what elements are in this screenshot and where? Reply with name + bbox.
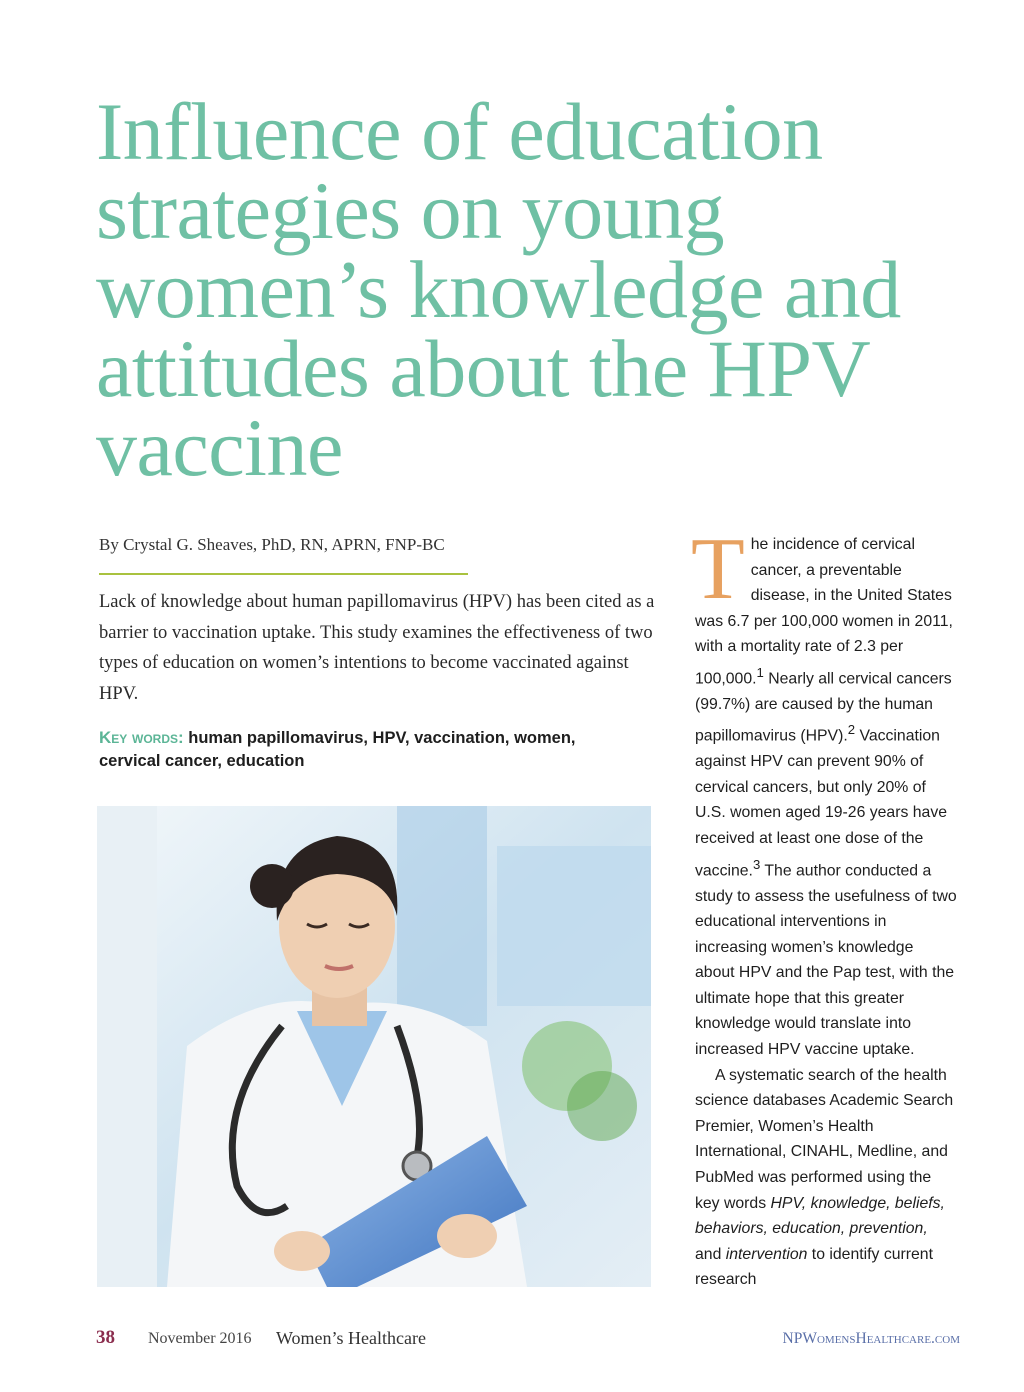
issue-date: November 2016: [148, 1330, 252, 1347]
italic-keywords: HPV, knowledge, beliefs, behaviors, education, prevention,: [695, 1194, 945, 1238]
body-paragraph-2: [695, 1063, 957, 1293]
body-text-segment: and: [695, 1245, 726, 1263]
photo-illustration: [97, 806, 651, 1287]
page-number: 38: [96, 1327, 115, 1348]
footnote-ref-1: 1: [756, 664, 764, 680]
keywords-list: human papillomavirus, HPV, vaccination, women, cervical cancer, education: [99, 729, 576, 770]
abstract: Lack of knowledge about human papillomavirus (HPV) has been cited as a barrier to vaccination uptake. This study examines the effectiveness of two types of education on women’s intentions to become vaccinated against HPV.: [99, 592, 655, 704]
body-paragraph-1: [691, 521, 957, 1063]
body-text-segment: to identify current research: [695, 1245, 933, 1289]
website-link[interactable]: NPWomensHealthcare.com: [782, 1330, 960, 1347]
article-title: Influence of education strategies on young women’s knowledge and attitudes about the HPV vaccine: [96, 86, 901, 493]
body-text-column: [691, 521, 957, 1293]
byline-divider: [99, 573, 468, 575]
body-text-segment: he incidence of cervical cancer, a preventable disease, in the United States was 6.7 per 100,000 women in 2011, with a mortality rate of 2.3 per 100,000.: [695, 536, 953, 688]
magazine-name: Women’s Healthcare: [276, 1328, 426, 1348]
byline: By Crystal G. Sheaves, PhD, RN, APRN, FNP-BC: [99, 535, 445, 554]
doctor-with-tablet-photo: [97, 806, 651, 1287]
keywords-label: Key words:: [99, 728, 184, 747]
drop-cap: T: [691, 521, 745, 618]
body-text-segment: The author conducted a study to assess the usefulness of two educational interventions in increasing women’s knowledge about HPV and the Pap test, with the ultimate hope that this greater knowledge would translate into increased HPV vaccine uptake.: [695, 861, 957, 1059]
body-text-segment: Nearly all cervical cancers (99.7%) are caused by the human papillomavirus (HPV).: [695, 670, 952, 745]
footnote-ref-2: 2: [847, 722, 856, 738]
body-text-segment: Vaccination against HPV can prevent 90% of cervical cancers, but only 20% of U.S. women aged 19-26 years have received at least one dose of the vaccine.: [695, 727, 948, 879]
keywords: [99, 726, 639, 773]
italic-keyword: intervention: [725, 1245, 808, 1263]
body-text-segment: A systematic search of the health science databases Academic Search Premier, Women’s Health International, CINAHL, Medline, and PubMed was performed using the key words: [695, 1066, 954, 1212]
footnote-ref-3: 3: [752, 856, 761, 872]
